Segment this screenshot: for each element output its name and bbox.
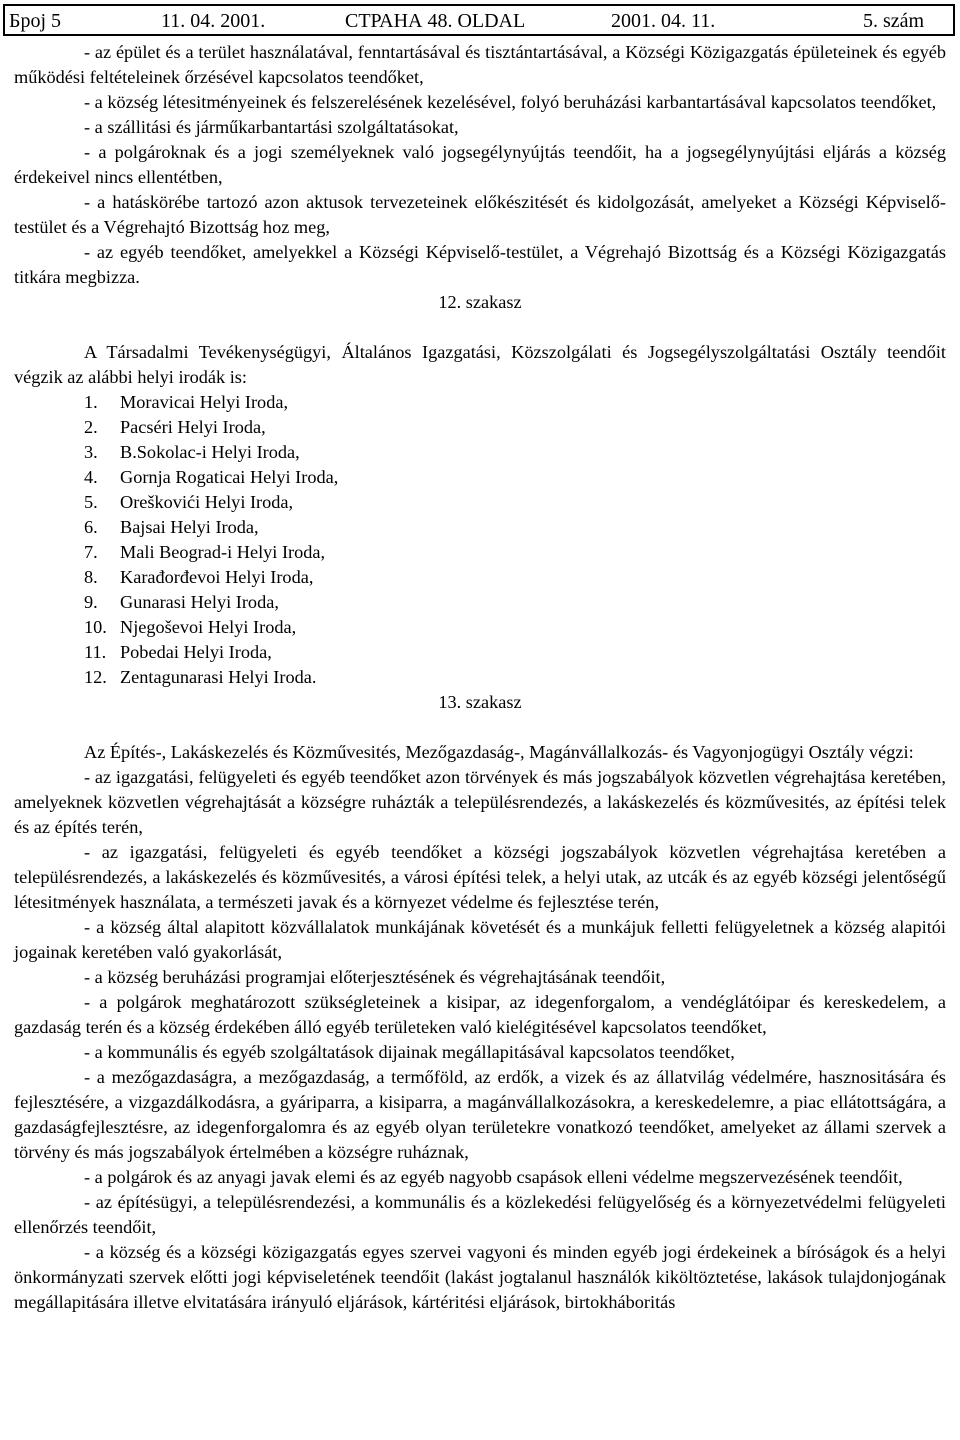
paragraph-item: - a község által alapitott közvállalatok munkájának követését és a munkájuk felletti felügyeletnek a község alapitói jogainak keretében való gyakorlását,	[14, 917, 946, 962]
paragraph-item: - az épület és a terület használatával, fenntartásával és tisztántartásával, a Községi Közigazgatás épületeinek és egyéb működési feltételeinek őrzésével kapcsolatos teendőket,	[14, 42, 946, 87]
list-item: 11. Pobedai Helyi Iroda,	[84, 642, 272, 662]
section-12-title: 12. szakasz	[438, 292, 522, 312]
spacer	[14, 715, 946, 740]
list-item: 8. Karađorđevoi Helyi Iroda,	[84, 567, 314, 587]
spacer	[14, 315, 946, 340]
list-item: 1. Moravicai Helyi Iroda,	[84, 392, 289, 412]
date-right: 2001. 04. 11.	[611, 10, 716, 32]
paragraph-item: - az igazgatási, felügyeleti és egyéb teendőket a községi jogszabályok közvetlen végrehajtása keretében a településrendezés, a lakáskezelés és közművesités, a városi építési telek, a helyi utak, az utcák és az egyéb községi jelentőségű létesitmények használata, a természeti javak és a környezet védelme és fejlesztése terén,	[14, 842, 946, 912]
office-list	[14, 390, 946, 690]
paragraph-item: - a szállitási és járműkarbantartási szolgáltatásokat,	[84, 117, 459, 137]
paragraph-item: - az egyéb teendőket, amelyekkel a Községi Képviselő-testület, a Végrehajó Bizottság és a Községi Közigazgatás titkára megbizza.	[14, 242, 946, 287]
date-left: 11. 04. 2001.	[161, 10, 266, 32]
issue-number-hungarian: 5. szám	[863, 10, 925, 32]
paragraph-item: - a község létesitményeinek és felszerelésének kezelésével, folyó beruházási karbantartásával kapcsolatos teendőket,	[84, 92, 937, 112]
section-13-title: 13. szakasz	[438, 692, 522, 712]
section-12-intro: A Társadalmi Tevékenységügyi, Általános Igazgatási, Közszolgálati és Jogsegélyszolgáltatási Osztály teendőit végzik az alábbi helyi irodák is:	[14, 342, 946, 387]
list-item: 12. Zentagunarasi Helyi Iroda.	[84, 667, 317, 687]
document-body	[14, 40, 946, 1315]
paragraph-item: - a mezőgazdaságra, a mezőgazdaság, a termőföld, az erdők, a vizek és az állatvilág védelmére, hasznositására és fejlesztésére, a vizgazdálkodásra, a gyáriparra, a kisiparra, a magánvállalkozásokra, a kereskedelemre, a piac ellátottságára, a gazdaságfejlesztésre, az idegenforgalomra és az egyéb olyan területekre vonatkozó teendőket, amelyeket az állami szervek a törvény és más jogszabályok értelmében a községre ruháznak,	[14, 1067, 946, 1162]
section-13-intro: Az Építés-, Lakáskezelés és Közművesités, Mezőgazdaság-, Magánvállalkozás- és Vagyonjogügyi Osztály végzi:	[84, 742, 914, 762]
paragraph-item: - a község és a községi közigazgatás egyes szervei vagyoni és minden egyéb jogi érdekeinek a bíróságok és a helyi önkormányzati szervek előtti jogi képviseletének teendőit (lakást jogtalanul használók kiköltöztetése, lakások tulajdonjogának megállapitására illetve elvitatására irányuló eljárások, kártéritési eljárások, birtokháboritás	[14, 1242, 946, 1312]
list-item: 6. Bajsai Helyi Iroda,	[84, 517, 259, 537]
issue-number-cyrillic: Број 5	[9, 10, 62, 32]
list-item: 10. Njegoševoi Helyi Iroda,	[84, 617, 297, 637]
paragraph-item: - a hatáskörébe tartozó azon aktusok tervezeteinek előkészitését és kidolgozását, amelyeket a Községi Képviselő-testület és a Végrehajtó Bizottság hoz meg,	[14, 192, 946, 237]
paragraph-item: - a község beruházási programjai előterjesztésének és végrehajtásának teendőit,	[84, 967, 666, 987]
paragraph-item: - a polgároknak és a jogi személyeknek való jogsegélynyújtás teendőit, ha a jogsegélynyújtási eljárás a község érdekeivel nincs ellentétben,	[14, 142, 946, 187]
list-item: 7. Mali Beograd-i Helyi Iroda,	[84, 542, 326, 562]
paragraph-item: - a polgárok meghatározott szükségleteinek a kisipar, az idegenforgalom, a vendéglátóipar és kereskedelem, a gazdaság terén és a község érdekében álló egyéb területeken való kielégitésével kapcsolatos teendőket,	[14, 992, 946, 1037]
list-item: 5. Oreškovići Helyi Iroda,	[84, 492, 294, 512]
paragraph-item: - az igazgatási, felügyeleti és egyéb teendőket azon törvények és más jogszabályok közvetlen végrehajtása keretében, amelyeknek közvetlen végrehajtását a községre ruházták a településrendezés, a lakáskezelés és közművesités, az építési telek és az építés terén,	[14, 767, 946, 837]
list-item: 2. Pacséri Helyi Iroda,	[84, 417, 266, 437]
page-number: СТРАНА 48. OLDAL	[345, 10, 526, 32]
paragraph-item: - a kommunális és egyéb szolgáltatások dijainak megállapitásával kapcsolatos teendőket,	[84, 1042, 735, 1062]
page-header	[3, 4, 955, 36]
paragraph-item: - a polgárok és az anyagi javak elemi és az egyéb nagyobb csapások elleni védelme megszervezésének teendőit,	[84, 1167, 903, 1187]
paragraph-item: - az építésügyi, a településrendezési, a kommunális és a közlekedési felügyelőség és a környezetvédelmi felügyeleti ellenőrzés teendőit,	[14, 1192, 946, 1237]
list-item: 3. B.Sokolac-i Helyi Iroda,	[84, 442, 300, 462]
list-item: 9. Gunarasi Helyi Iroda,	[84, 592, 279, 612]
list-item: 4. Gornja Rogaticai Helyi Iroda,	[84, 467, 339, 487]
